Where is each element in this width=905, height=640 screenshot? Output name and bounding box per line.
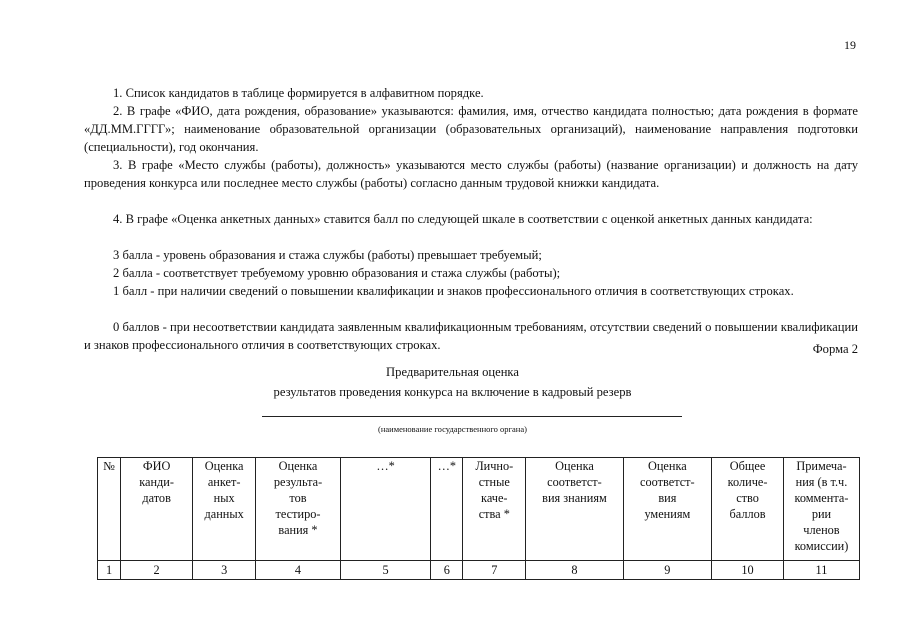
paragraph-8: 0 баллов - при несоответствии кандидата заявленным квалификационным требованиям, отсутствии сведений о повышении квалификации и знаков профессионального отличия в соответствующих строках. [84,320,858,352]
paragraph-2: 2. В графе «ФИО, дата рождения, образование» указываются: фамилия, имя, отчество кандидата полностью; дата рождения в формате «ДД.ММ.ГГГГ»; наименование образовательной организации (образовательных организаций), наименование направления подготовки (специальности), год окончания. [84,104,858,154]
table-cell: 11 [783,561,859,580]
header-notes: Примеча- ния (в т.ч. коммента- рии членов комиссии) [783,458,859,561]
table-cell: 2 [121,561,193,580]
header-fio: ФИО канди- датов [121,458,193,561]
paragraph-4: 4. В графе «Оценка анкетных данных» ставится балл по следующей шкале в соответствии с оценкой анкетных данных кандидата: [113,212,813,226]
header-knowledge-score: Оценка соответст- вия знаниям [526,458,623,561]
header-test-score: Оценка результа- тов тестиро- вания * [256,458,340,561]
table-cell: 4 [256,561,340,580]
title-line-1: Предварительная оценка [386,365,519,379]
paragraph-5: 3 балла - уровень образования и стажа службы (работы) превышает требуемый; [113,248,542,262]
org-name-caption: (наименование государственного органа) [378,424,527,434]
paragraph-1: 1. Список кандидатов в таблице формируется в алфавитном порядке. [113,86,484,100]
paragraph-7: 1 балл - при наличии сведений о повышении квалификации и знаков профессионального отличия в соответствующих строках. [113,284,794,298]
table-cell: 10 [712,561,784,580]
header-skills-score: Оценка соответст- вия умениям [623,458,712,561]
evaluation-table [97,457,860,580]
header-placeholder-1: …* [340,458,431,561]
header-number: № [98,458,121,561]
table-cell: 6 [431,561,463,580]
table-cell: 9 [623,561,712,580]
paragraph-6: 2 балла - соответствует требуемому уровню образования и стажа службы (работы); [113,266,561,280]
form-label: Форма 2 [812,342,858,356]
header-questionnaire-score: Оценка анкет- ных данных [192,458,255,561]
table-header-row [98,458,860,561]
table-row [98,561,860,580]
table-cell: 8 [526,561,623,580]
org-name-underline [262,416,682,417]
page-number: 19 [844,38,856,52]
title-line-2: результатов проведения конкурса на включение в кадровый резерв [273,385,632,399]
paragraph-3: 3. В графе «Место службы (работы), должность» указываются место службы (работы) (название организации) и должность на дату проведения конкурса или последнее место службы (работы) согласно данным трудовой книжки кандидата. [84,158,858,190]
table-cell: 7 [463,561,526,580]
table-cell: 5 [340,561,431,580]
header-personal-qualities: Лично- стные каче- ства * [463,458,526,561]
table-cell: 3 [192,561,255,580]
header-placeholder-2: …* [431,458,463,561]
header-total-score: Общее количе- ство баллов [712,458,784,561]
table-cell: 1 [98,561,121,580]
